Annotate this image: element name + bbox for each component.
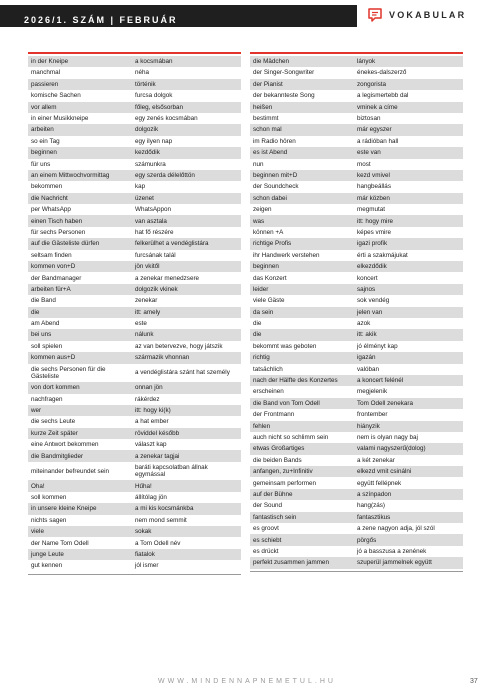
vocab-row [250,124,463,135]
german-term: die Band von Tom Odell [253,399,320,407]
german-term: kommen von+D [31,263,76,271]
vocab-row [250,512,463,523]
vocab-row [250,466,463,477]
hungarian-translation: egy szerda délelőttön [135,172,195,179]
vocab-row [250,67,463,78]
german-term: auf der Bühne [253,490,293,498]
hungarian-translation: fiatalok [135,550,155,558]
german-term: einen Tisch haben [31,217,83,225]
hungarian-translation: dolgozik [135,126,159,134]
german-term: viele Gäste [253,297,285,305]
hungarian-translation: kezd vmivel [357,172,390,179]
hungarian-translation: a vendéglistára szánt hat személy [135,369,230,377]
german-term: für sechs Personen [31,228,86,236]
vocab-row [250,546,463,557]
hungarian-translation: a két zenekar [357,456,395,464]
german-term: fehlen [253,422,271,430]
vocab-row [28,227,241,238]
vocab-row [28,159,241,170]
vocab-row [28,329,241,340]
hungarian-translation: főleg, elsősorban [135,103,183,111]
german-term: der Name Tom Odell [31,539,89,547]
german-term: in einer Musikkneipe [31,115,89,123]
german-term: der Frontmann [253,411,295,419]
hungarian-translation: a legismertebb dal [357,92,409,100]
vocab-row [28,405,241,416]
hungarian-translation: érti a szakmájukat [357,251,408,259]
vocab-row [28,193,241,204]
german-term: es schiebt [253,536,282,544]
page-number: 37 [470,678,478,685]
vocab-row [250,102,463,113]
hungarian-translation: pörgős [357,536,377,544]
vocab-row [28,79,241,90]
german-term: die sechs Personen für die Gästeliste [31,365,106,380]
german-term: per WhatsApp [31,206,71,214]
vocab-row [250,181,463,192]
german-term: die Mädchen [253,58,290,66]
german-term: junge Leute [31,550,64,558]
german-term: der Bandmanager [31,274,82,282]
vocab-list-left [28,56,241,572]
vocab-row [250,79,463,90]
german-term: schon dabei [253,194,287,202]
vocab-row [250,364,463,375]
vocab-row [250,534,463,545]
hungarian-translation: este [135,320,147,328]
german-term: können +A [253,228,284,236]
hungarian-translation: választ kap [135,441,167,449]
vocab-row [28,238,241,249]
german-term: es groovt [253,525,279,533]
hungarian-translation: röviddel később [135,429,180,437]
vocab-row [28,492,241,503]
hungarian-translation: üzenet [135,194,154,202]
german-term: miteinander befreundet sein [31,467,110,475]
hungarian-translation: képes vmire [357,228,391,236]
hungarian-translation: igazi profik [357,240,388,248]
vocab-list-right [250,56,463,569]
hungarian-translation: onnan jön [135,384,163,392]
column-top-rule [250,52,463,54]
vocab-row [28,124,241,135]
hungarian-translation: hat fő részére [135,228,174,236]
hungarian-translation: vminek a címe [357,103,398,111]
hungarian-translation: rákérdez [135,395,160,403]
vocab-row [250,204,463,215]
vocab-row [28,560,241,571]
vocab-row [250,489,463,500]
vocab-row [28,394,241,405]
german-term: die Bandmitglieder [31,452,84,460]
hungarian-translation: szuperül jammelnek együtt [357,559,432,567]
vocab-row [250,352,463,363]
vocab-row [250,523,463,534]
hungarian-translation: hiányzik [357,422,380,430]
german-term: nun [253,160,264,168]
hungarian-translation: megjelenik [357,388,388,396]
german-term: das Konzert [253,274,287,282]
german-term: etwas Großartiges [253,445,305,453]
vocab-row [28,261,241,272]
vocab-row [250,557,463,568]
hungarian-translation: van asztala [135,217,167,225]
hungarian-translation: dolgozik vkinek [135,285,178,293]
vocab-row [250,409,463,420]
section-label: VOKABULAR [389,10,467,20]
hungarian-translation: a színpadon [357,490,392,498]
german-term: die sechs Leute [31,418,76,426]
vocab-row [250,477,463,488]
german-term: nach der Hälfte des Konzertes [253,377,338,385]
hungarian-translation: sok vendég [357,297,390,305]
hungarian-translation: a mi kis kocsmánkba [135,505,194,513]
german-term: nichts sagen [31,516,67,524]
hungarian-translation: elkezdődik [357,263,387,271]
hungarian-translation: nem mond semmit [135,516,187,524]
hungarian-translation: Tom Odell zenekara [357,399,413,407]
german-term: beginnen [31,149,57,157]
vocab-row [28,526,241,537]
german-term: bekommen [31,183,63,191]
german-term: für uns [31,160,51,168]
hungarian-translation: sokak [135,528,152,536]
hungarian-translation: valóban [357,365,380,373]
hungarian-translation: fantasztikus [357,513,391,521]
hungarian-translation: nálunk [135,331,154,339]
german-term: bestimmt [253,115,279,123]
german-term: kurze Zeit später [31,429,78,437]
german-term: perfekt zusammen jammen [253,559,329,567]
german-term: gut kennen [31,562,63,570]
vocab-row [250,375,463,386]
german-term: es ist Abend [253,149,288,157]
vocab-row [28,503,241,514]
hungarian-translation: baráti kapcsolatban állnak egymással [135,463,208,479]
column-top-rule [28,52,241,54]
german-term: beginnen [253,263,279,271]
german-term: der Sound [253,502,283,510]
vocab-row [28,250,241,261]
hungarian-translation: a zenekar tagjai [135,452,180,460]
vocab-row [250,193,463,204]
vocab-row [28,295,241,306]
hungarian-translation: a rádióban hall [357,137,399,145]
hungarian-translation: itt: amely [135,308,161,316]
german-term: die [253,331,262,339]
vocab-column-right [250,52,463,572]
german-term: ihr Handwerk verstehen [253,251,320,259]
vocab-row [28,136,241,147]
hungarian-translation: már közben [357,194,390,202]
hungarian-translation: koncert [357,274,378,282]
vocab-row [28,318,241,329]
hungarian-translation: a zene nagyon adja, jól szól [357,525,435,533]
german-term: tatsächlich [253,365,283,373]
german-term: komische Sachen [31,92,81,100]
vocab-row [250,170,463,181]
german-term: im Radio hören [253,137,296,145]
vocab-row [250,261,463,272]
vocab-row [28,181,241,192]
german-term: gemeinsam performen [253,479,316,487]
hungarian-translation: jól ismer [135,562,159,570]
vocab-row [28,147,241,158]
column-bottom-rule [250,571,463,572]
german-term: der Pianist [253,80,283,88]
hungarian-translation: este van [357,149,381,157]
vocab-row [28,549,241,560]
german-term: die Band [31,297,56,305]
vocab-row [28,90,241,101]
german-term: kommen aus+D [31,354,76,362]
vocab-row [250,432,463,443]
vocab-row [28,352,241,363]
vocab-row [250,341,463,352]
german-term: auch nicht so schlimm sein [253,433,329,441]
vocab-row [250,443,463,454]
vocab-row [250,421,463,432]
german-term: arbeiten für+A [31,285,71,293]
vocab-row [28,102,241,113]
vocab-row [28,284,241,295]
german-term: richtig [253,354,270,362]
hungarian-translation: elkezd vmit csinálni [357,468,412,476]
german-term: manchmal [31,69,61,77]
hungarian-translation: történik [135,80,156,88]
vocab-row [250,227,463,238]
hungarian-translation: itt: hogy ki(k) [135,407,171,415]
german-term: arbeiten [31,126,54,134]
vocab-row [28,462,241,481]
german-term: richtige Profis [253,240,292,248]
vocab-row [28,382,241,393]
vocab-row [250,113,463,124]
hungarian-translation: énekes-dalszerző [357,69,407,77]
vocab-row [250,500,463,511]
hungarian-translation: megmutat [357,206,385,214]
german-term: so ein Tag [31,137,60,145]
hungarian-translation: hang(zás) [357,502,386,510]
german-term: die [253,320,262,328]
german-term: am Abend [31,320,60,328]
vocab-row [250,90,463,101]
german-term: anfangen, zu+Infinitiv [253,468,313,476]
vocab-row [250,329,463,340]
german-term: beginnen mit+D [253,172,298,179]
column-bottom-rule [28,574,241,575]
hungarian-translation: együtt fellépnek [357,479,402,487]
german-term: seltsam finden [31,251,72,259]
vocab-row [28,428,241,439]
german-term: zeigen [253,206,272,214]
german-term: da sein [253,308,274,316]
hungarian-translation: itt: akik [357,331,377,339]
hungarian-translation: jön vkitől [135,263,160,271]
hungarian-translation: nem is olyan nagy baj [357,433,418,441]
german-term: an einem Mittwochvormittag [31,172,110,179]
vocab-row [250,284,463,295]
german-term: fantastisch sein [253,513,297,521]
hungarian-translation: állítólag jön [135,493,167,501]
hungarian-translation: felkerülhet a vendéglistára [135,240,209,248]
vocab-row [28,341,241,352]
german-term: schon mal [253,126,282,134]
issue-label: 2026/1. SZÁM | FEBRUÁR [24,15,178,25]
vocab-row [28,515,241,526]
header-bar [0,5,357,27]
vocab-row [28,113,241,124]
hungarian-translation: kezdődik [135,149,160,157]
vocab-row [28,416,241,427]
vocab-row [250,307,463,318]
vocab-row [28,204,241,215]
hungarian-translation: frontember [357,411,388,419]
german-term: es drückt [253,547,279,555]
hungarian-translation: lányok [357,58,376,66]
vocab-row [250,386,463,397]
hungarian-translation: jó a basszusa a zenének [357,547,427,555]
german-term: wer [31,407,42,415]
vocab-row [250,272,463,283]
german-term: der Singer-Songwriter [253,69,315,77]
vocab-row [250,215,463,226]
german-term: von dort kommen [31,384,80,392]
hungarian-translation: igazán [357,354,376,362]
hungarian-translation: a zenekar menedzsere [135,274,200,282]
german-term: der Soundcheck [253,183,299,191]
hungarian-translation: most [357,160,371,168]
german-term: was [253,217,265,225]
vocab-row [28,307,241,318]
vocab-row [28,480,241,491]
vocab-column-left [28,52,241,575]
vocab-row [250,455,463,466]
vocab-row [250,250,463,261]
hungarian-translation: kap [135,183,146,191]
hungarian-translation: egy zenés kocsmában [135,115,198,123]
hungarian-translation: a kocsmában [135,58,173,66]
chat-bubble-icon [367,7,383,23]
german-term: die beiden Bands [253,456,302,464]
hungarian-translation: az van betervezve, hogy játszik [135,342,223,350]
german-term: vor allem [31,103,57,111]
hungarian-translation: a Tom Odell név [135,539,181,547]
hungarian-translation: azok [357,320,371,328]
hungarian-translation: furcsának talál [135,251,176,259]
vocab-row [250,398,463,409]
german-term: die Nachricht [31,194,68,202]
hungarian-translation: néha [135,69,150,77]
vocab-row [28,215,241,226]
hungarian-translation: furcsa dolgok [135,92,173,100]
german-term: bekommt was geboten [253,342,317,350]
vocab-row [250,295,463,306]
vocab-row [250,159,463,170]
vocab-row [28,56,241,67]
hungarian-translation: a hat ember [135,418,169,426]
german-term: eine Antwort bekommen [31,441,99,449]
german-term: viele [31,528,44,536]
vocab-row [250,238,463,249]
hungarian-translation: jelen van [357,308,383,316]
german-term: soll kommen [31,493,67,501]
german-term: bei uns [31,331,52,339]
vocab-row [28,272,241,283]
hungarian-translation: jó élményt kap [357,342,398,350]
vocab-row [250,56,463,67]
german-term: erscheinen [253,388,284,396]
hungarian-translation: egy ilyen nap [135,137,173,145]
hungarian-translation: zongorista [357,80,387,88]
hungarian-translation: zenekar [135,297,158,305]
german-term: leider [253,285,269,293]
german-term: soll spielen [31,342,63,350]
hungarian-translation: Hűha! [135,482,152,490]
german-term: die [31,308,40,316]
vocab-row [28,364,241,383]
german-term: heißen [253,103,273,111]
hungarian-translation: származik vhonnan [135,354,190,362]
german-term: Oha! [31,482,45,490]
vocab-row [250,147,463,158]
german-term: der bekannteste Song [253,92,315,100]
vocab-row [28,170,241,181]
german-term: auf die Gästeliste dürfen [31,240,100,248]
vocab-row [28,537,241,548]
hungarian-translation: WhatsAppon [135,206,172,214]
vocab-row [28,67,241,78]
hungarian-translation: valami nagyszerű(dolog) [357,445,426,453]
hungarian-translation: hangbeállás [357,183,391,191]
vocab-row [250,136,463,147]
hungarian-translation: számunkra [135,160,166,168]
german-term: in unsere kleine Kneipe [31,505,97,513]
hungarian-translation: a koncert felénél [357,377,404,385]
footer-url: WWW.MINDENNAPNEMETUL.HU [158,678,336,685]
page-header [0,0,494,31]
hungarian-translation: már egyszer [357,126,392,134]
vocab-row [250,318,463,329]
hungarian-translation: sajnos [357,285,376,293]
german-term: passieren [31,80,59,88]
hungarian-translation: biztosan [357,115,381,123]
hungarian-translation: itt: hogy mire [357,217,394,225]
german-term: nachfragen [31,395,63,403]
german-term: in der Kneipe [31,58,69,66]
vocab-row [28,439,241,450]
vocab-row [28,450,241,461]
